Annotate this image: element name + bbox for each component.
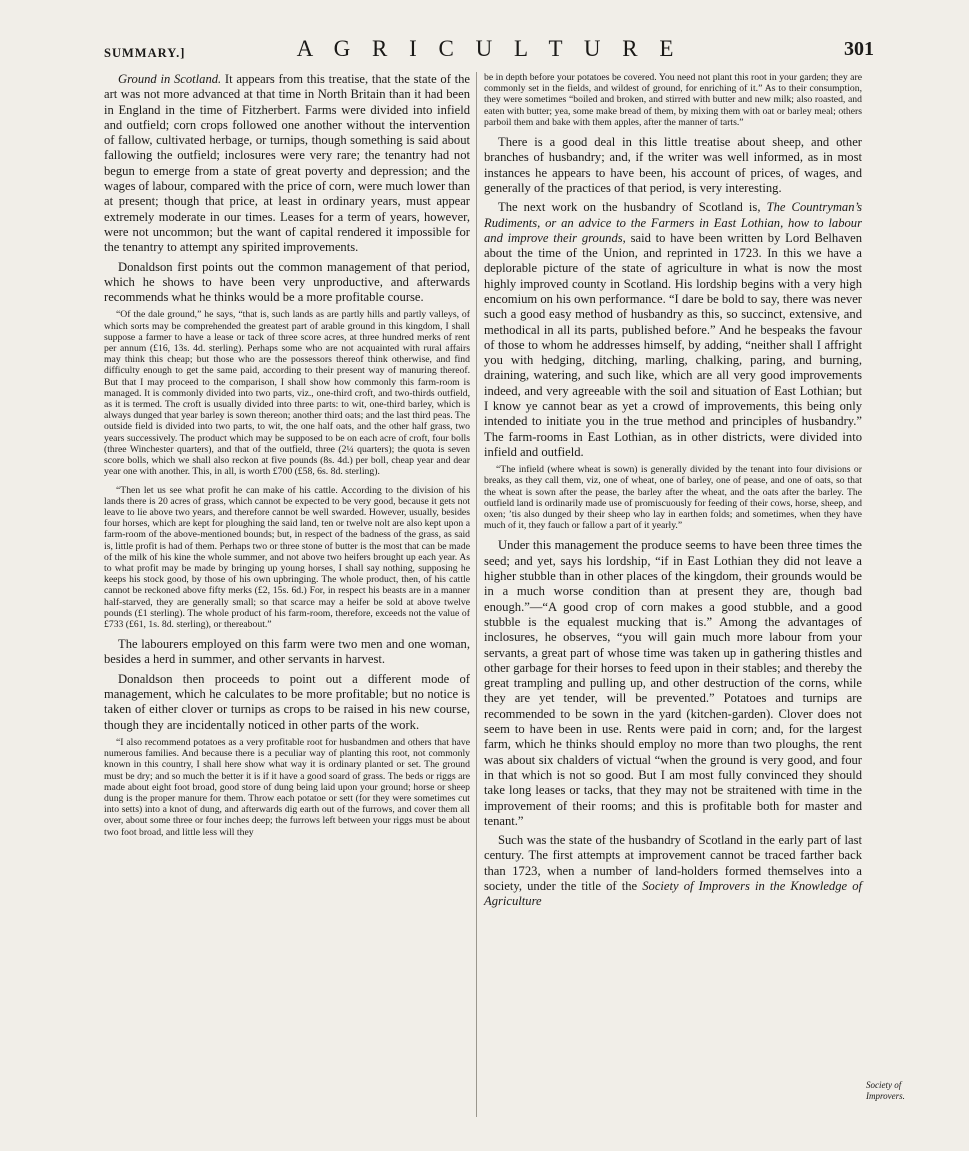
- paragraph: Donaldson first points out the common management of that period, which he shows to have been very unproductive, and afterwards recommends what he thinks would be a more profitable course.: [104, 259, 470, 305]
- block-quote: be in depth before your potatoes be covered. You need not plant this root in your garden; they are commonly set in the fields, and wildest of ground, for enriching of it.” As to their consumption, they were sometimes “boiled and broken, and stirred with butter and new milk; also roasted, and eaten with butter; yea, some make bread of them, by mixing them with oat or barley meal; others parboil them and bake with them apples, after the manner of tarts.”: [484, 72, 862, 128]
- block-quote: “I also recommend potatoes as a very profitable root for husbandmen and others that have numerous families. And because there is a peculiar way of planting this root, not commonly known in this country, I shall here show what way it is ordinary planted or set. The ground must be dry; and so much the better it is if it have a good soard of grass. The beds or riggs are made about eight foot broad, good store of dung being laid upon your ground; horse or sheep dung is the proper manure for them. Throw each potatoe or sett (for they were sometimes cut into setts) into a knot of dung, and afterwards dig earth out of the furrows, and cover them all over, about some three or four inches deep; the furrows left between your riggs must be about two foot broad, and little less will they: [104, 736, 470, 838]
- paragraph-text: The next work on the husbandry of Scotland is,: [498, 200, 767, 215]
- paragraph: [484, 833, 862, 909]
- page-number: 301: [844, 38, 874, 60]
- paragraph: [104, 72, 470, 256]
- italic-heading: Ground in Scotland.: [118, 72, 222, 86]
- right-column: [484, 72, 862, 914]
- paragraph: The labourers employed on this farm were two men and one woman, besides a herd in summer, and other servants in harvest.: [104, 637, 470, 667]
- paragraph: Under this management the produce seems to have been three times the seed; and yet, says his lordship, “if in East Lothian they did not leave a higher stubble than in other places of the kingdom, their grounds would be in a much worse condition than at present they are, though bad enough.”—“A good crop of corn makes a good stubble, and a good stubble is the equalest mucking that is.” Among the advantages of inclosures, he observes, “you will gain much more labour from your servants, a great part of whose time was taken up in gathering thistles and other garbage for their horses to feed upon in their stables; and thereby the great trampling and pulling up, and other destruction of the corns, while they are yet tender, will be prevented.” Potatoes and turnips are recommended to be sown in the yard (kitchen-garden). Clover does not seem to have been in use. Rents were paid in corn; and, for the largest farm, which he thinks should employ no more than two ploughs, the rent was about six chalders of victual “when the ground is very good, and four in that which is not so good. But I am most fully convinced they should take long leases or tacks, that they may not be straitened with time in the improvement of their rooms; and this is profitable both for master and tenant.”: [484, 538, 862, 828]
- paragraph-text: It appears from this treatise, that the state of the art was not more advanced at that time in North Britain than it had been in England in the time of Fitzherbert. Farms were divided into infield and outfield; corn crops followed one another without the intervention of fallow, cultivated herbage, or turnips, though something is said about fallowing the outfield; inclosures were very rare; the tenantry had not begun to emerge from a state of great poverty and depression; and the wages of labour, compared with the price of corn, were much lower than at present; though that price, at least in ordinary years, must appear extremely moderate in our times. Leases for a term of years, however, were not uncommon; but the want of capital rendered it impossible for the tenantry to attempt any spirited improvements.: [104, 72, 471, 255]
- paragraph: There is a good deal in this little treatise about sheep, and other branches of husbandry; and, if the writer was well informed, as in most instances he appears to have been, his account of prices, of wages, and generally of the practices of that period, is very interesting.: [484, 135, 862, 195]
- margin-note: Society of Improvers.: [866, 1080, 905, 1101]
- block-quote: “Of the dale ground,” he says, “that is, such lands as are partly hills and partly valleys, of which sorts may be comprehended the greatest part of arable ground in this kingdom, I shall suppose a farmer to have a lease or tack of three score acres, at three hundred merks of rent per annum (£16, 13s. 4d. sterling). Perhaps some who are not acquainted with rural affairs may think this cheap; but those who are the possessors thereof think otherwise, and find difficulty enough to get the same paid, according to their present way of manuring thereof. But that I may proceed to the comparison, I shall show how commonly this farm-room is managed. It is commonly divided into two parts, viz., one-third croft, and two-thirds outfield, as it is termed. The croft is usually divided into three parts: to wit, one-third barley, which is always dunged that year barley is sown thereon; another third oats; and the last third peas. The outside field is divided into two parts, to wit, the one half oats, and the other half grass, two years successively. The product which may be supposed to be on each acre of croft, four bolls (three Winchester quarters), and that of the outfield, three (2¼ quarters); the quota is seven score bolls, which we shall also reckon at five pounds (8s. 4d.) per boll, cheap year and dear year one with another. This, in all, is worth £700 (£58, 6s. 8d. sterling).: [104, 309, 470, 478]
- society-title: Society of Improvers in the Knowledge of Agriculture: [484, 879, 862, 909]
- block-quote: “Then let us see what profit he can make of his cattle. According to the division of his lands there is 20 acres of grass, which cannot be expected to be very good, because it gets not leave to lie above two years, and therefore cannot be well swarded. However, usually, besides four horses, which are kept for ploughing the said land, ten or twelve nolt are also kept upon a farm-room of the above-mentioned bounds; but, in respect of the badness of the grass, as said is, little profit is had of them. Perhaps two or three stone of butter is the most that can be made of the milk of his kine the whole summer, and not above two heifers brought up each year. As to what profit may be made by bringing up young horses, I shall say nothing, supposing he keeps his stock good, by those of his own upbringing. The whole product, then, of his cattle cannot be reckoned above fifty merks (£2, 15s. 6d.) For, in respect his beasts are in a manner half-starved, they are generally small; so that scarce may a heifer be sold at above twelve pounds (£1 sterling). The whole product of his farm-room, therefore, exceeds not the value of £733 (£61, 1s. 8d. sterling), or thereabout.”: [104, 484, 470, 630]
- paragraph-text: Such was the state of the husbandry of Scotland in the early part of last century. The first attempts at improvement cannot be traced farther back than 1723, when a number of land-holders formed themselves into a society, under the title of the: [484, 833, 862, 893]
- paragraph: [484, 200, 862, 460]
- book-title: The Countryman’s Rudiments, or an advice to the Farmers in East Lothian, how to labour and improve their grounds,: [484, 200, 862, 245]
- left-column: [104, 72, 470, 845]
- paragraph-text: said to have been written by Lord Belhaven about the time of the Union, and reprinted in 1723. In this we have a deplorable picture of the state of agriculture in what is now the most highly improved county in Scotland. His lordship begins with a very high encomium on his own performance. “I dare be bold to say, there was never such a good easy method of husbandry as this, so succinct, extensive, and methodical in all its parts, published before.” And he bespeaks the favour of those to whom he addresses himself, by adding, “neither shall I affright you with hedging, ditching, marling, chalking, paring, and burning, draining, watering, and such like, which are all very good improvements indeed, and very agreeable with the soil and situation of East Lothian; but I know ye cannot bear as yet a crowd of improvements, this being only intended to initiate you in the true method and principles of husbandry.” The farm-rooms in East Lothian, as in other districts, were divided into infield and outfield.: [484, 230, 862, 459]
- running-title: A G R I C U L T U R E: [296, 36, 682, 61]
- column-rule: [476, 72, 477, 1117]
- page-header: [104, 36, 874, 68]
- block-quote: “The infield (where wheat is sown) is generally divided by the tenant into four divisions or breaks, as they call them, viz, one of wheat, one of barley, one of pease, and one of oats, so that the wheat is sown after the pease, the barley after the wheat, and the oats after the barley. The outfield land is ordinarily made use of promiscuously for feeding of their cows, horse, sheep, and oxen; ’tis also dunged by their sheep who lay in earthen folds; and sometimes, when they have much of it, they fauch or fallow a part of it yearly.”: [484, 464, 862, 532]
- section-label: SUMMARY.]: [104, 46, 186, 60]
- paragraph: Donaldson then proceeds to point out a different mode of management, which he calculates to be more profitable; but no notice is taken of either clover or turnips as crops to be raised in his new course, though they are incidentally noticed in other parts of the work.: [104, 671, 470, 732]
